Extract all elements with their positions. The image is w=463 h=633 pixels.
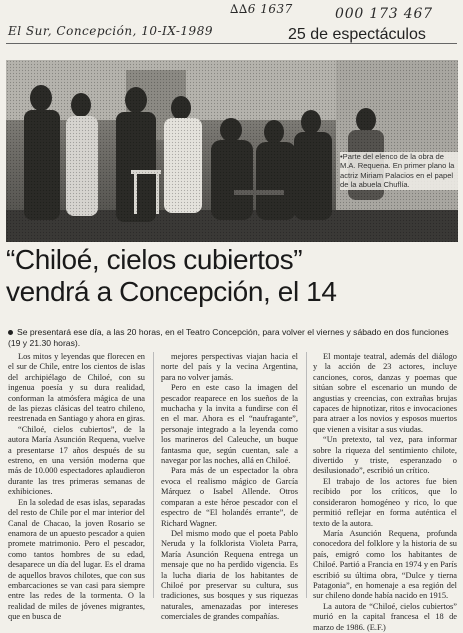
paragraph: Pero en este caso la imagen del pescador reaparece en los sueños de la muchacha y la invita a fundirse con él en el mar. Ahora es el “naufragante”, personaje integrado a la leyenda como los marineros del Caleuche, un buque fantasma que, según cuentan, sale a navegar por las noches, allá en Chiloé.: [161, 383, 298, 466]
paragraph: El montaje teatral, además del diálogo y la acción de 23 actores, incluye canciones, coros, danzas y poemas que sitúan sobre el escenario un mundo de angustias y creencias, con extrañas brujas capaces de hipnotizar, ritos e invocaciones para atraer a los novios y esposos muertos que vienen a visitar a sus viudas.: [313, 352, 457, 434]
handwritten-source-date: El Sur, Concepción, 10-IX-1989: [8, 24, 213, 38]
article-column-1: [8, 352, 145, 622]
paragraph: El trabajo de los actores fue bien recibido por los críticos, que lo consideraron homogéneo y rico, lo que permitió reflejar en forma auténtica el texto de la autora.: [313, 476, 457, 528]
column-divider: [153, 352, 154, 598]
article-headline: [6, 244, 458, 308]
column-divider: [306, 352, 307, 598]
section-page-header: 25 de espectáculos: [288, 26, 426, 43]
paragraph: Del mismo modo que el poeta Pablo Neruda y la folklorista Violeta Parra, María Asunción Requena entrega un mensaje que no ha perdido vigencia. Es la lucha diaria de los habitantes de Chiloé por preservar su cultura, sus tradiciones, sus bosques y sus riquezas naturales, amenazadas por intereses comerciales de grandes compañías.: [161, 528, 298, 622]
cast-photo: [6, 60, 458, 242]
photo-caption: •Parte del elenco de la obra de M.A. Requena. En primer plano la actriz Miriam Palacios en el papel de la abuela Chuflía.: [340, 152, 458, 190]
article-lead: [8, 327, 458, 349]
bullet-icon: [8, 330, 13, 335]
lead-text: Se presentará ese día, a las 20 horas, en el Teatro Concepción, para volver el viernes y sábado en dos funciones (19 y 21.30 horas).: [8, 327, 449, 348]
header-rule: [6, 43, 457, 44]
paragraph: mejores perspectivas viajan hacia el norte del país y la vecina Argentina, para no volver jamás.: [161, 352, 298, 382]
paragraph: Para más de un espectador la obra evoca el realismo mágico de García Márquez o Isabel Allende. Otros comparan a este héroe pescador con el espectro de “El holandés errante”, de Richard Wagner.: [161, 466, 298, 528]
handwritten-archive-note: ∆∆6 1637: [230, 2, 293, 16]
headline-line-1: “Chiloé, cielos cubiertos”: [6, 244, 303, 275]
handwritten-record-number: 000 173 467: [335, 6, 433, 22]
paragraph: “Chiloé, cielos cubiertos”, de la autora María Asunción Requena, vuelve a presentarse 17 años después de su estreno, en una versión moderna que más de 10.000 espectadores aplaudieron durante las tres primeras semanas de exhibiciones.: [8, 424, 145, 497]
paragraph: Los mitos y leyendas que florecen en el sur de Chile, entre los cientos de islas del archipiélago de Chiloé, con su ingenua poesía y su dura realidad, conforman la atmósfera mágica de una de las piezas clásicas del teatro chileno, reestrenada en Santiago y ahora en giras.: [8, 352, 145, 424]
article-column-3: [313, 352, 457, 632]
headline-line-2: vendrá a Concepción, el 14: [6, 276, 337, 307]
article-column-2: [161, 352, 298, 622]
paragraph: “Un pretexto, tal vez, para informar sobre la riqueza del sentimiento chilote, divertido y triste, esperanzado o desilusionado”, escribió un crítico.: [313, 435, 457, 476]
paragraph: María Asunción Requena, profunda conocedora del folklore y la historia de su país, emigró como los habitantes de Chiloé. Partió a Francia en 1974 y en París escribió su última obra, “Dulce y tierna Patagonia”, en homenaje a esa región del sur chileno donde había nacido en 1915.: [313, 528, 457, 601]
paragraph: La autora de “Chiloé, cielos cubiertos” murió en la capital francesa el 18 de marzo de 1986. (E.F.): [313, 601, 457, 632]
paragraph: En la soledad de esas islas, separadas del resto de Chile por el mar interior del Canal de Chacao, la joven Rosario se enamora de un apuesto pescador a quien promete matrimonio. Pero el pescador, como tantos hombres de su edad, desaparece un día del lugar. Es el drama de aquellos bravos chilotes, que con sus embarcaciones se van casi para siempre entre las redes de la tormenta. O la realidad de miles de jóvenes migrantes, que en busca de: [8, 497, 145, 622]
